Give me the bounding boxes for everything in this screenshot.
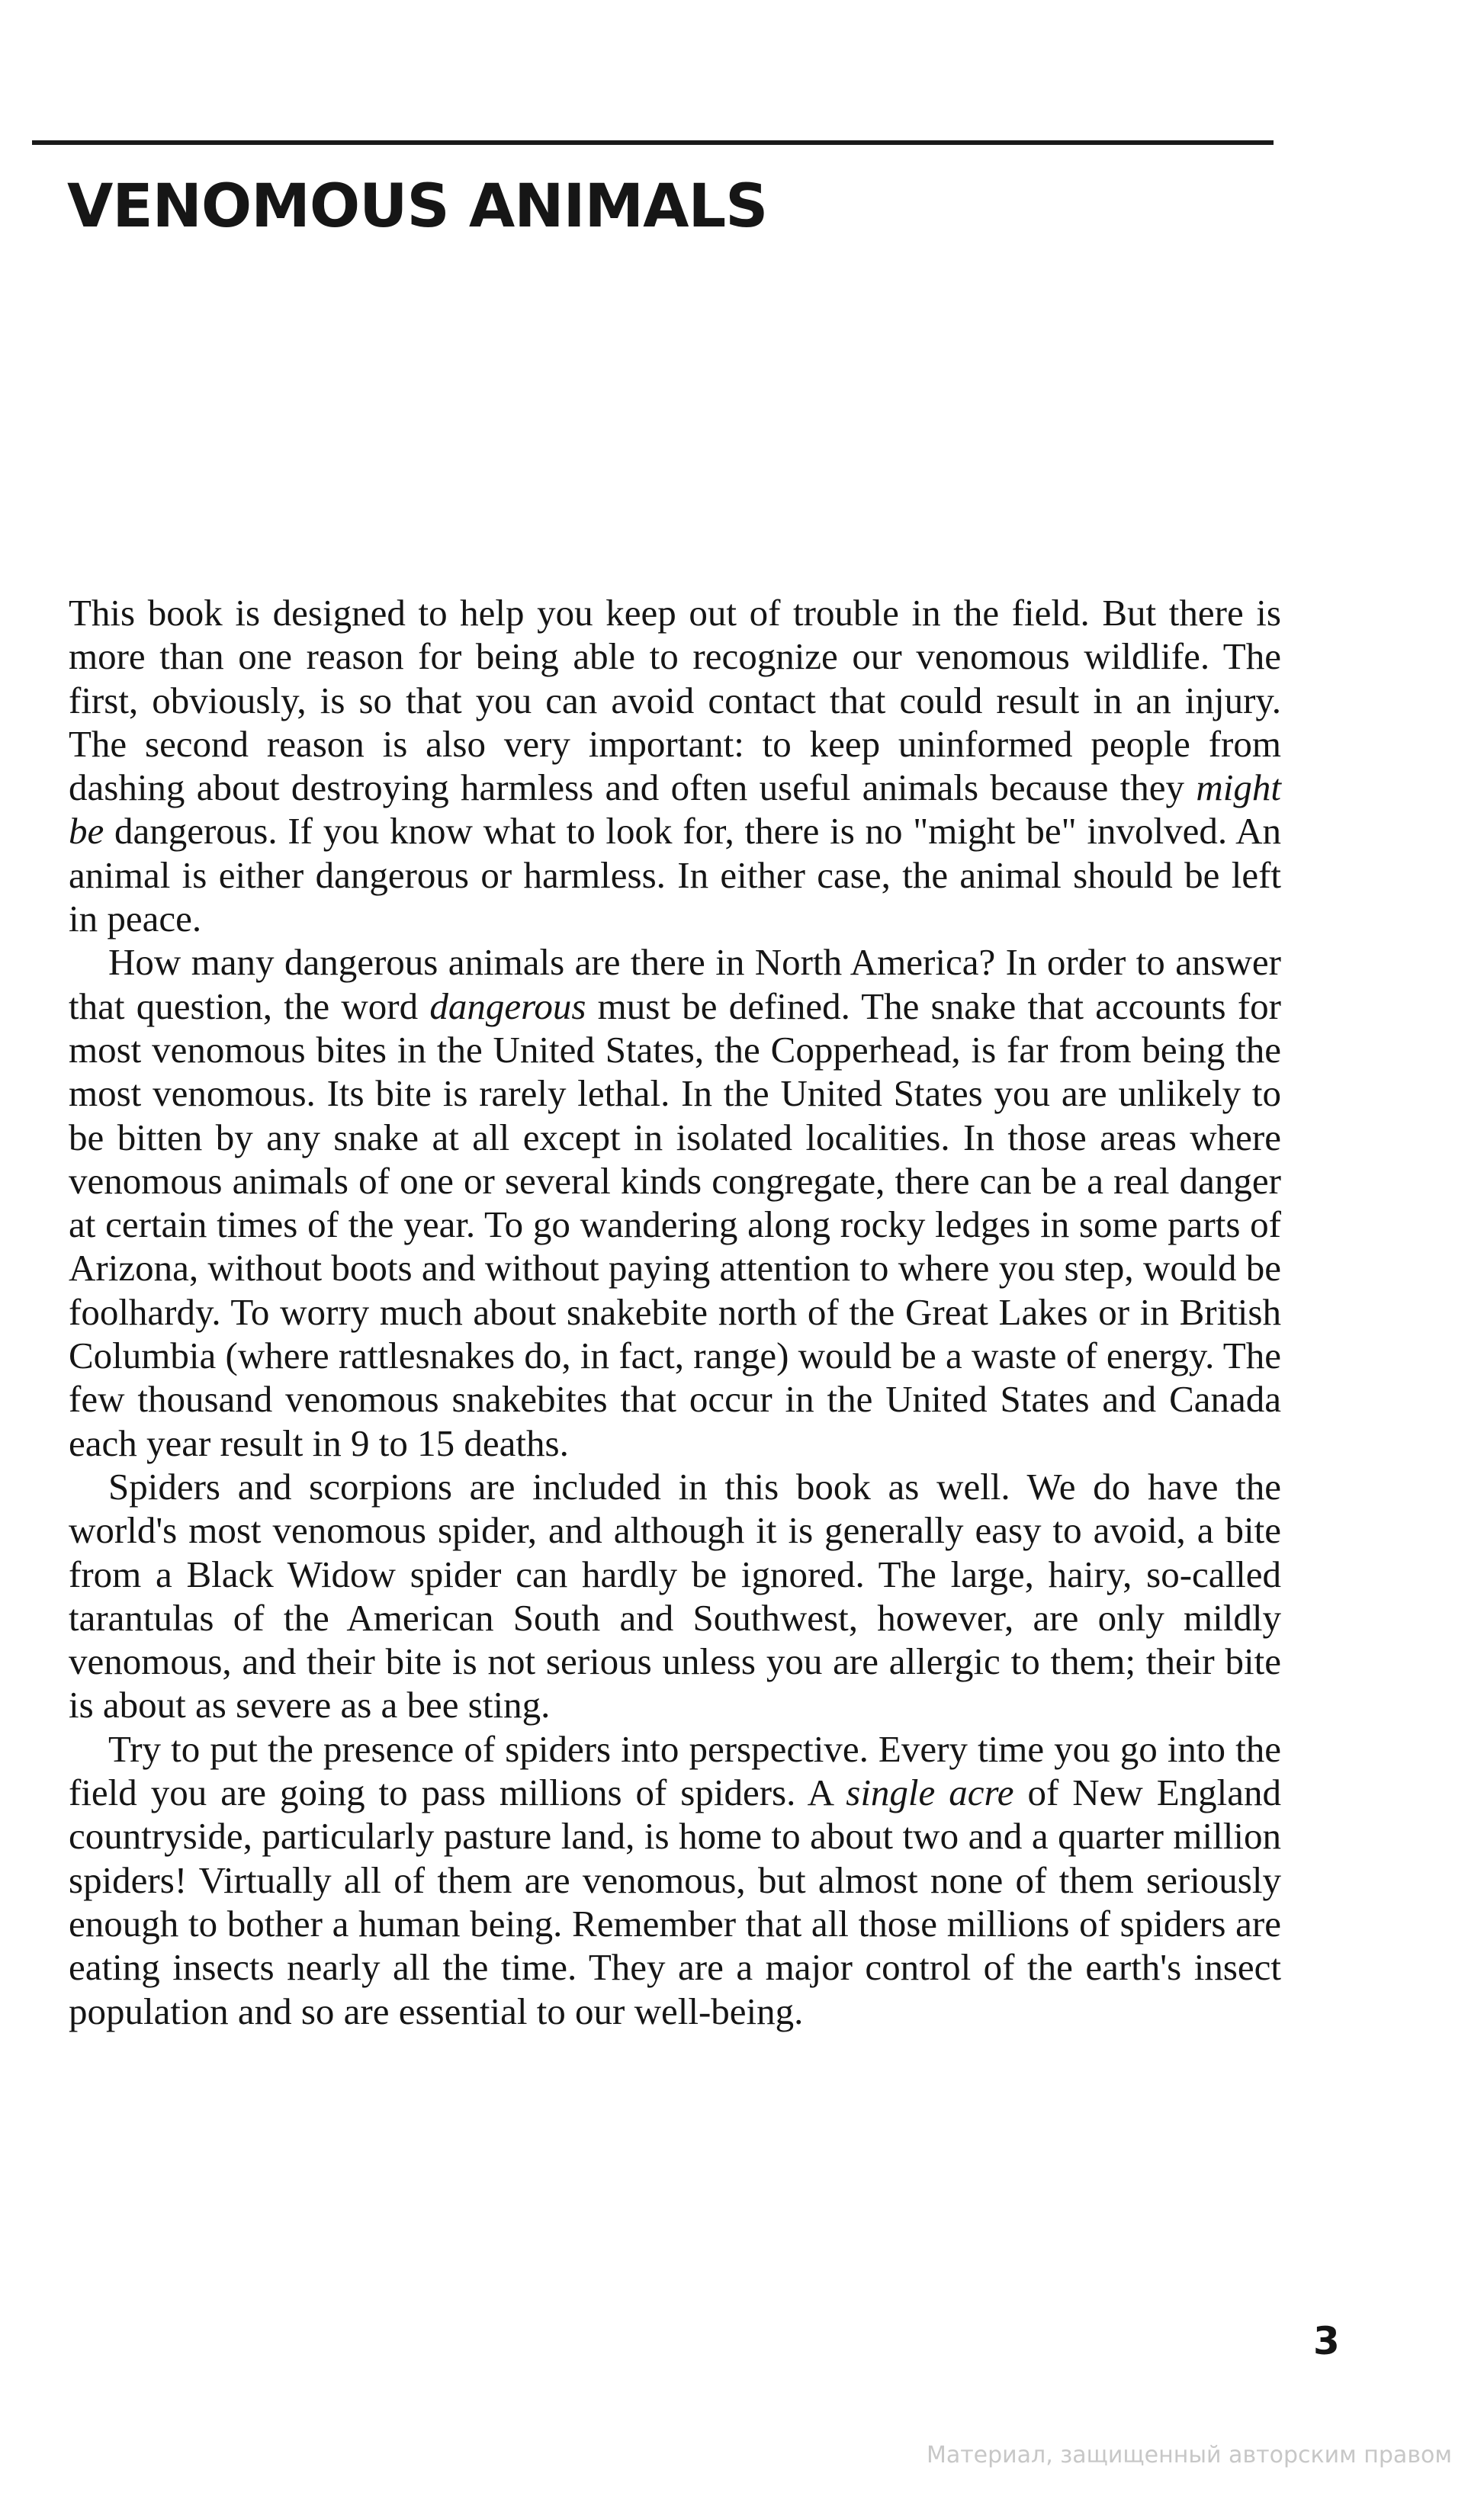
paragraph-2-text-b: must be defined. The snake that accounts for most venomous bites in the United States, the Copperhead, is far from being the most venomous. Its bite is rarely lethal. In the United States you are unlikely to be bitten by any snake at all except in isolated localities. In those areas where venomous animals of one or several kinds congregate, there can be a real danger at certain times of the year. To go wandering along rocky ledges in some parts of Arizona, without boots and without paying attention to where you step, would be foolhardy. To worry much about snakebite north of the Great Lakes or in British Columbia (where rattlesnakes do, in fact, range) would be a waste of energy. The few thousand venomous snakebites that occur in the United States and Canada each year result in 9 to 15 deaths.	[69, 985, 1281, 1464]
copyright-watermark: Материал, защищенный авторским правом	[926, 2442, 1452, 2468]
page-number: 3	[1313, 2319, 1340, 2363]
paragraph-3-text-a: Spiders and scorpions are included in this book as well. We do have the world's most venomous spider, and although it is generally easy to avoid, a bite from a Black Widow spider can hardly be ignored. The large, hairy, so-called tarantulas of the American South and Southwest, however, are only mildly venomous, and their bite is not serious unless you are allergic to them; their bite is about as severe as a bee sting.	[69, 1465, 1281, 1726]
paragraph-4	[69, 1727, 1281, 2033]
paragraph-4-emphasis: single acre	[846, 1771, 1014, 1814]
paragraph-1-text-a: This book is designed to help you keep out of trouble in the field. But there is more than one reason for being able to recognize our venomous wildlife. The first, obviously, is so that you can avoid contact that could result in an injury. The second reason is also very important: to keep uninformed people from dashing about destroying harmless and often useful animals because they	[69, 592, 1281, 809]
paragraph-1-emphasis: might be	[69, 766, 1281, 853]
body-text	[69, 591, 1281, 2033]
paragraph-1-text-b: dangerous. If you know what to look for, there is no "might be" involved. An animal is either dangerous or harmless. In either case, the animal should be left in peace.	[69, 810, 1281, 940]
chapter-title: VENOMOUS ANIMALS	[67, 172, 768, 241]
paragraph-4-text-b: of New England countryside, particularly pasture land, is home to about two and a quarter million spiders! Virtually all of them are venomous, but almost none of them seriously enough to bother a human being. Remember that all those millions of spiders are eating insects nearly all the time. They are a major control of the earth's insect population and so are essential to our well-being.	[69, 1771, 1281, 2032]
paragraph-3	[69, 1465, 1281, 1727]
paragraph-2-text-a: How many dangerous animals are there in North America? In order to answer that question, the word	[69, 941, 1281, 1027]
top-rule	[32, 140, 1274, 145]
paragraph-4-text-a: Try to put the presence of spiders into perspective. Every time you go into the field you are going to pass millions of spiders. A	[69, 1727, 1281, 1814]
paragraph-1	[69, 591, 1281, 940]
paragraph-2-emphasis: dangerous	[429, 985, 586, 1027]
paragraph-2	[69, 940, 1281, 1465]
